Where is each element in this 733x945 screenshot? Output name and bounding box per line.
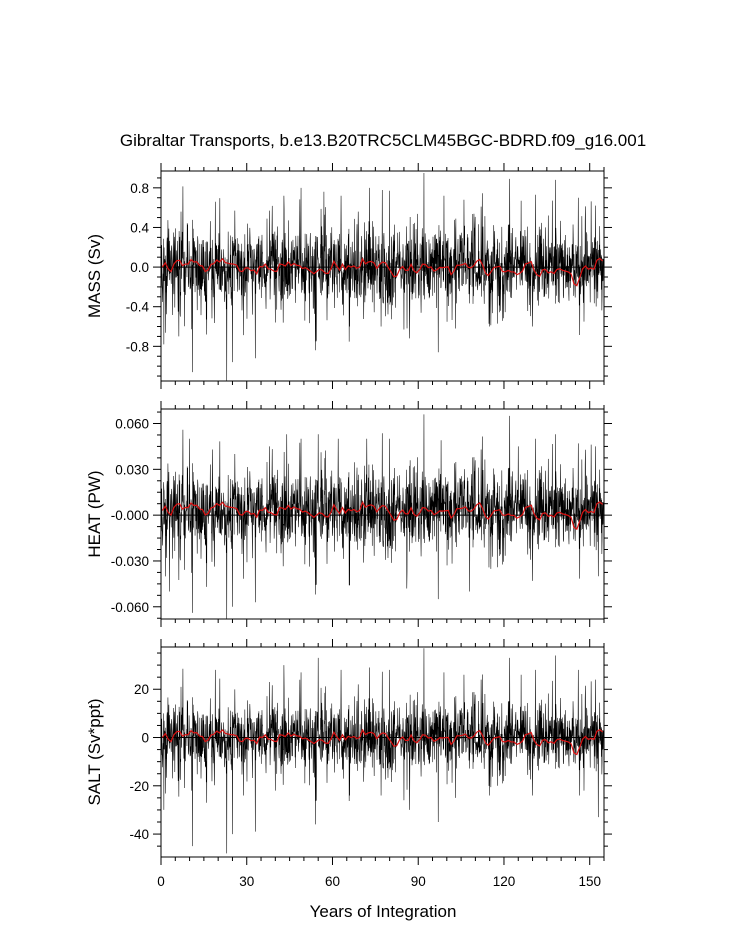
y-tick-label: -0.4 [125,299,149,315]
panel-0 [85,163,612,389]
y-tick-label: 0 [141,730,149,746]
y-tick-label: 0.0 [130,260,149,276]
y-axis-label: HEAT (PW) [85,470,104,558]
chart-title: Gibraltar Transports, b.e13.B20TRC5CLM45BGC-BDRD.f09_g16.001 [119,131,647,150]
series-monthly-line [161,648,604,853]
panel-plot-area [161,648,604,853]
y-axis-label: SALT (Sv*ppt) [85,698,104,806]
y-tick-label: 20 [133,682,149,698]
y-tick-label: -0.8 [125,339,149,355]
x-tick-label: 0 [157,874,165,889]
y-tick-label: -0.060 [110,599,149,615]
x-tick-label: 60 [324,874,340,889]
x-tick-label: 150 [578,874,601,889]
panel-2 [85,639,612,889]
y-tick-label: 0.060 [115,416,149,432]
x-tick-label: 90 [410,874,426,889]
y-tick-label: -0.030 [110,553,149,569]
y-axis-label: MASS (Sv) [85,233,104,319]
y-tick-label: -20 [129,778,149,794]
y-tick-label: 0.8 [130,180,149,196]
y-tick-label: 0.030 [115,462,149,478]
x-tick-label: 120 [492,874,516,889]
series-monthly-line [161,414,604,619]
panel-plot-area [161,173,604,381]
y-tick-label: 0.4 [130,220,149,236]
y-tick-label: -0.000 [110,508,149,524]
panel-1 [85,401,612,627]
y-tick-label: -40 [129,827,149,843]
series-monthly-line [161,173,604,381]
x-axis-label: Years of Integration [309,902,457,921]
panel-plot-area [161,414,604,619]
x-tick-label: 30 [239,874,255,889]
